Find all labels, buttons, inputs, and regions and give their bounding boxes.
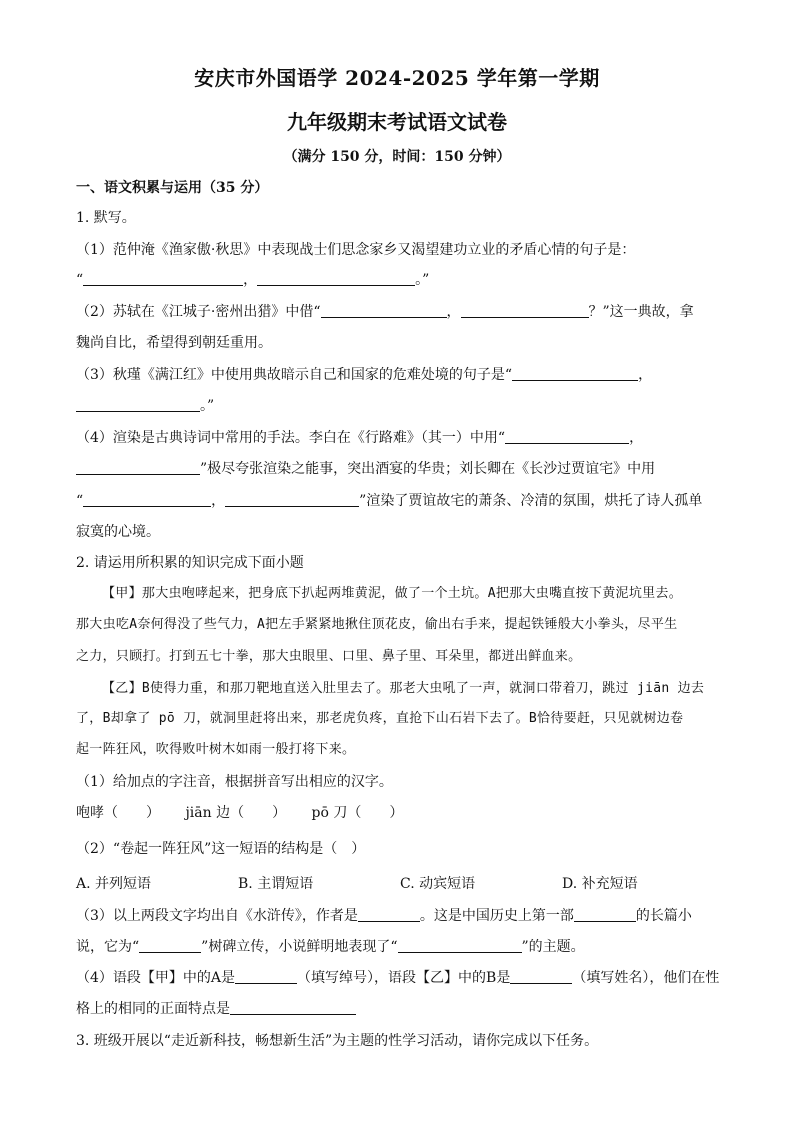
question-2-2: （2）“卷起一阵狂风”这一短语的结构是（ ） xyxy=(76,841,366,857)
question-text: ”极尽夸张渲染之能事，突出酒宴的华贵；刘长卿在《长沙过贾谊宅》中用 xyxy=(200,461,656,477)
answer-blank[interactable] xyxy=(225,492,359,507)
answer-blank[interactable] xyxy=(83,271,243,286)
question-1-4-end: 寂寞的心境。 xyxy=(76,524,160,540)
question-2-1-items: 咆哮（ ） jiān 边（ ） pō 刀（ ） xyxy=(76,805,404,821)
question-1-1: （1）范仲淹《渔家傲·秋思》中表现战士们思念家乡又渴望建功立业的矛盾心情的句子是： xyxy=(76,242,636,258)
question-text: （3）秋瑾《满江红》中使用典故暗示自己和国家的危难处境的句子是“ xyxy=(76,367,513,383)
question-1-4-cont xyxy=(76,459,726,479)
answer-blank[interactable] xyxy=(574,907,636,922)
answer-blank[interactable] xyxy=(257,271,415,286)
question-text: （3）以上两段文字均出自《水浒传》，作者是 xyxy=(76,908,358,924)
comma: ， xyxy=(629,430,644,446)
question-3-label: 3. 班级开展以“走近新科技，畅想新生活”为主题的性学习活动，请你完成以下任务。 xyxy=(76,1033,599,1049)
question-text: （填写姓名），他们在性 xyxy=(572,970,720,986)
answer-blank[interactable] xyxy=(230,1000,356,1015)
option-b[interactable]: B. 主谓短语 xyxy=(238,876,314,892)
option-c[interactable]: C. 动宾短语 xyxy=(400,876,476,892)
answer-blank[interactable] xyxy=(139,938,201,953)
passage-jia-line: 之力，只顾打。打到五七十拳，那大虫眼里、口里、鼻子里、耳朵里，都迸出鲜血来。 xyxy=(76,649,582,664)
passage-yi-line: 了，B却拿了 pō 刀，就洞里赶将出来，那老虎负疼，直抢下山石岩下去了。B恰待要赶，只见就树边卷 xyxy=(76,711,684,726)
comma: ， xyxy=(211,493,226,509)
question-text: 。这是中国历史上第一部 xyxy=(419,908,574,924)
question-1-2-cont: 魏尚自比，希望得到朝廷重用。 xyxy=(76,335,272,351)
section-heading: 一、语文积累与运用（35 分） xyxy=(76,180,269,196)
question-2-3-cont xyxy=(76,937,726,957)
exam-info: （满分 150 分，时间：150 分钟） xyxy=(283,149,511,165)
quote-close: 。” xyxy=(200,398,215,414)
answer-blank[interactable] xyxy=(510,969,572,984)
question-2-4-cont xyxy=(76,999,726,1019)
answer-blank[interactable] xyxy=(358,907,420,922)
question-2-label: 2. 请运用所积累的知识完成下面小题 xyxy=(76,555,304,571)
question-text: （2）苏轼在《江城子·密州出猎》中借“ xyxy=(76,304,321,320)
option-a[interactable]: A. 并列短语 xyxy=(76,876,152,892)
question-text: 说，它为“ xyxy=(76,939,140,955)
question-1-1-answer xyxy=(76,270,726,290)
question-text: （4）语段【甲】中的A是 xyxy=(76,970,236,986)
question-text: ？”这一典故，拿 xyxy=(588,304,694,320)
question-1-3 xyxy=(76,365,726,385)
question-text: （4）渲染是古典诗词中常用的手法。李白在《行路难》（其一）中用“ xyxy=(76,430,506,446)
question-text: （填写绰号），语段【乙】中的B是 xyxy=(297,970,511,986)
comma: ， xyxy=(243,272,258,288)
answer-blank[interactable] xyxy=(76,397,200,412)
answer-blank[interactable] xyxy=(512,366,638,381)
answer-blank[interactable] xyxy=(235,969,297,984)
quote-open: “ xyxy=(76,272,84,288)
exam-subtitle-title: 九年级期末考试语文试卷 xyxy=(287,110,507,134)
answer-blank[interactable] xyxy=(461,303,589,318)
question-1-3-cont xyxy=(76,396,726,416)
quote-close: 。” xyxy=(415,272,430,288)
question-text: 格上的相同的正面特点是 xyxy=(76,1001,230,1017)
question-1-label: 1. 默写。 xyxy=(76,210,136,226)
answer-blank[interactable] xyxy=(398,938,522,953)
question-1-4-cont2 xyxy=(76,491,726,511)
passage-yi-line: 【乙】B使得力重，和那刀靶地直送入肚里去了。那老大虫吼了一声，就洞口带着刀，跳过 jiān 边去 xyxy=(102,681,705,696)
question-1-2 xyxy=(76,302,726,322)
question-2-1: （1）给加点的字注音，根据拼音写出相应的汉字。 xyxy=(76,774,393,790)
question-2-3 xyxy=(76,906,726,926)
question-1-4 xyxy=(76,428,726,448)
passage-yi-line: 起一阵狂风，吹得败叶树木如雨一般打将下来。 xyxy=(76,742,356,757)
question-2-4 xyxy=(76,968,726,988)
answer-blank[interactable] xyxy=(76,460,200,475)
quote-open: “ xyxy=(76,493,84,509)
option-d[interactable]: D. 补充短语 xyxy=(562,876,638,892)
question-text: ”树碑立传，小说鲜明地表现了“ xyxy=(201,939,398,955)
comma: ， xyxy=(638,367,653,383)
question-text: 的长篇小 xyxy=(635,908,692,924)
passage-jia-line: 【甲】那大虫咆哮起来，把身底下扒起两堆黄泥，做了一个土坑。A把那大虫嘴直按下黄泥坑里去。 xyxy=(102,586,683,601)
question-2-2-options xyxy=(76,874,726,894)
answer-blank[interactable] xyxy=(321,303,447,318)
question-text: ”的主题。 xyxy=(521,939,585,955)
answer-blank[interactable] xyxy=(505,429,629,444)
exam-title: 安庆市外国语学 2024-2025 学年第一学期 xyxy=(194,66,600,90)
answer-blank[interactable] xyxy=(83,492,211,507)
comma: ， xyxy=(446,304,461,320)
question-text: ”渲染了贾谊故宅的萧条、冷清的氛围，烘托了诗人孤单 xyxy=(359,493,703,509)
passage-jia-line: 那大虫吃A奈何得没了些气力，A把左手紧紧地揪住顶花皮，偷出右手来，提起铁锤般大小拳头，尽平生 xyxy=(76,617,678,632)
